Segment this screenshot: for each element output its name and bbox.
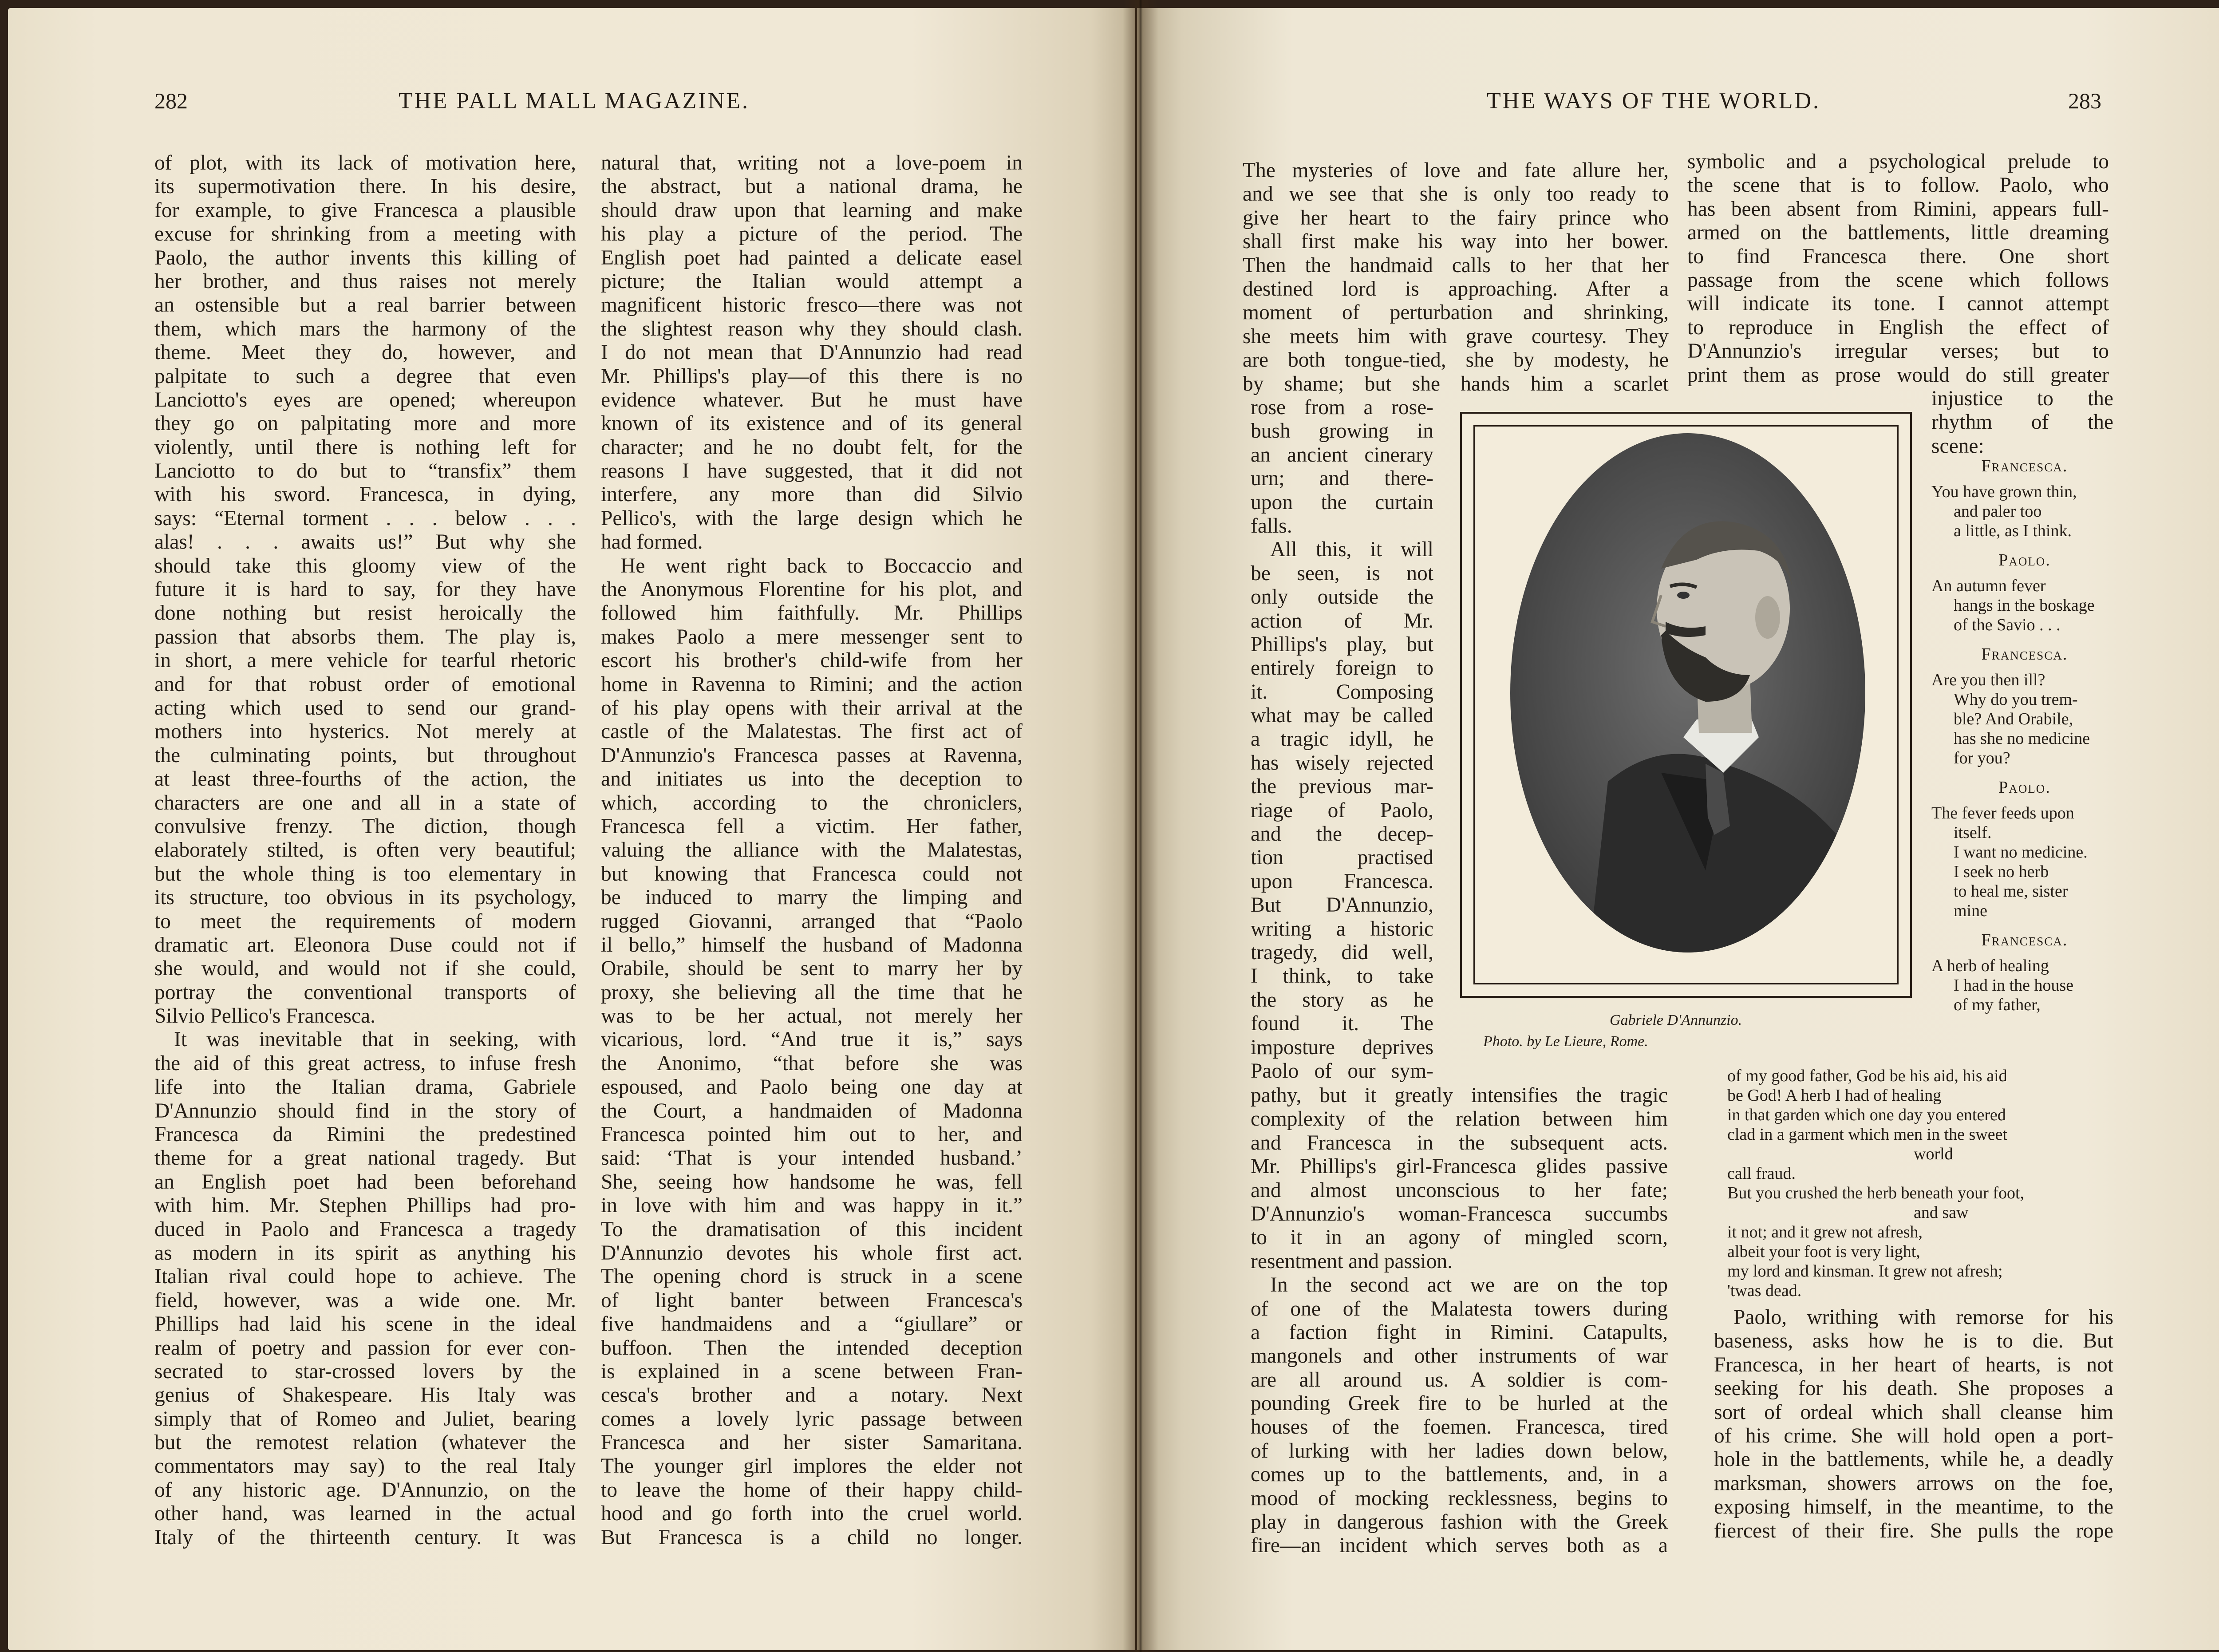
text-line: D'Annunzio's woman-Francesca succumbs — [1251, 1202, 1668, 1225]
text-line: the Court, a handmaiden of Madonna — [601, 1099, 1023, 1122]
text-line: Silvio Pellico's Francesca. — [154, 1004, 375, 1028]
text-line: is explained in a scene between Fran- — [601, 1360, 1023, 1383]
text-line: The opening chord is struck in a scene — [601, 1265, 1023, 1288]
verse-line: The fever feeds upon — [1931, 804, 2074, 822]
text-line: buffoon. Then the intended deception — [601, 1336, 1023, 1360]
text-line: has wisely rejected — [1251, 751, 1433, 775]
text-line: Italian rival could hope to achieve. The — [154, 1265, 576, 1288]
text-line: All this, it will — [1270, 538, 1433, 561]
text-line: espoused, and Paolo being one day at — [601, 1075, 1023, 1099]
text-line: hole in the battlements, while he, a deadly — [1714, 1448, 2113, 1471]
text-line: life into the Italian drama, Gabriele — [154, 1075, 576, 1099]
text-line: natural that, writing not a love-poem in — [601, 151, 1023, 174]
verse-line: Why do you trem- — [1954, 690, 2078, 709]
text-line: other hand, was learned in the actual — [154, 1502, 576, 1526]
text-line: reasons I have suggested, that it did not — [601, 459, 1023, 483]
text-line: proxy, she believing all the time that he — [601, 980, 1023, 1004]
text-line: imposture deprives — [1251, 1035, 1433, 1059]
verse-line: albeit your foot is very light, — [1727, 1242, 1920, 1261]
text-line: simply that of Romeo and Juliet, bearing — [154, 1407, 576, 1431]
text-line: theme for a great national tragedy. But — [154, 1146, 576, 1170]
verse-line: I want no medicine. — [1954, 843, 2088, 862]
text-line: Paolo, writhing with remorse for his — [1733, 1306, 2113, 1329]
text-line: The younger girl implores the elder not — [601, 1454, 1023, 1478]
text-line: complexity of the relation between him — [1251, 1107, 1668, 1131]
text-line: to meet the requirements of modern — [154, 909, 576, 933]
text-line: Orabile, should be sent to marry her by — [601, 957, 1023, 980]
photo-caption: Gabriele D'Annunzio. — [1610, 1012, 1742, 1028]
text-line: of light banter between Francesca's — [601, 1288, 1023, 1312]
text-line: But Francesca is a child no longer. — [601, 1526, 1023, 1549]
text-line: and almost unconscious to her fate; — [1251, 1178, 1668, 1202]
text-line: exposing himself, in the meantime, to the — [1714, 1495, 2113, 1519]
verse-line: itself. — [1954, 823, 1992, 842]
text-line: field, however, was a wide one. Mr. — [154, 1288, 576, 1312]
text-line: Francesca pointed him out to her, and — [601, 1123, 1023, 1146]
text-line: bush growing in — [1251, 419, 1433, 443]
text-line: portray the conventional transports of — [154, 980, 576, 1004]
text-line: future it is hard to say, for they have — [154, 578, 576, 601]
verse-line: Are you then ill? — [1931, 671, 2045, 689]
text-line: of one of the Malatesta towers during — [1251, 1297, 1668, 1320]
text-line: destined lord is approaching. After a — [1243, 277, 1669, 300]
text-line: pathy, but it greatly intensifies the tragic — [1251, 1084, 1668, 1107]
text-line: Mr. Phillips's play—of this there is no — [601, 364, 1023, 388]
text-line: rose from a rose- — [1251, 396, 1433, 419]
text-line: as modern in its spirit as anything his — [154, 1241, 576, 1265]
text-column-1-bottom — [1251, 1084, 1668, 1558]
text-line: Paolo, the author invents this killing of — [154, 246, 576, 269]
page-number: 282 — [154, 88, 188, 113]
verse-line: mine — [1954, 901, 1987, 920]
text-line: Pellico's, with the large design which he — [601, 506, 1023, 530]
text-line: and the decep- — [1251, 822, 1433, 846]
text-line: Lanciotto to do but to “transfix” them — [154, 459, 576, 483]
text-line: in love with him and was happy in it.” — [601, 1194, 1023, 1217]
text-line: of any historic age. D'Annunzio, on the — [154, 1478, 576, 1502]
text-line: genius of Shakespeare. His Italy was — [154, 1383, 576, 1407]
text-line: D'Annunzio devotes his whole first act. — [601, 1241, 1023, 1265]
text-line: be induced to marry the limping and — [601, 886, 1023, 909]
text-line: mood of mocking recklessness, begins to — [1251, 1486, 1668, 1510]
text-line: acting which used to send our grand- — [154, 696, 576, 719]
text-column-2 — [601, 151, 1023, 1549]
text-line: escort his brother's child-wife from her — [601, 649, 1023, 672]
text-line: her brother, and thus raises not merely — [154, 269, 576, 293]
text-line: of plot, with its lack of motivation here, — [154, 151, 576, 174]
text-column-1-narrow — [1251, 396, 1433, 1083]
text-line: fire—an incident which serves both as a — [1251, 1534, 1668, 1557]
text-column-1-top — [1243, 159, 1669, 396]
text-line: In the second act we are on the top — [1270, 1273, 1668, 1297]
text-line: convulsive frenzy. The diction, though — [154, 814, 576, 838]
verse-line: world — [1914, 1145, 1953, 1163]
text-line: She, seeing how handsome he was, fell — [601, 1170, 1023, 1194]
portrait-photo — [1475, 427, 1901, 985]
text-line: to find Francesca there. One short — [1687, 245, 2109, 268]
page-number: 283 — [2068, 88, 2101, 113]
text-line: for example, to give Francesca a plausible — [154, 198, 576, 222]
text-line: an ostensible but a real barrier between — [154, 293, 576, 317]
verse-line: a little, as I think. — [1954, 522, 2072, 540]
text-line: and for that robust order of emotional — [154, 672, 576, 696]
text-line: the aid of this great actress, to infuse fresh — [154, 1051, 576, 1075]
text-line: castle of the Malatestas. The first act of — [601, 720, 1023, 743]
text-line: passage from the scene which follows — [1687, 268, 2109, 292]
portrait-photo-frame — [1460, 412, 1912, 998]
text-line: Lanciotto's eyes are opened; whereupon — [154, 388, 576, 411]
text-line: a faction fight in Rimini. Catapults, — [1251, 1320, 1668, 1344]
text-column-2-top — [1687, 150, 2109, 387]
text-line: should take this gloomy view of the — [154, 554, 576, 577]
text-line: marksman, showers arrows on the foe, — [1714, 1471, 2113, 1495]
text-line: houses of the foemen. Francesca, tired — [1251, 1415, 1668, 1439]
left-page — [8, 8, 1135, 1650]
text-line: D'Annunzio's Francesca passes at Ravenna, — [601, 743, 1023, 767]
text-line: characters are one and all in a state of — [154, 791, 576, 814]
text-line: but the whole thing is too elementary in — [154, 862, 576, 885]
text-line: at least three-fourths of the action, the — [154, 767, 576, 791]
speaker-name: Paolo. — [1998, 551, 2051, 569]
text-line: D'Annunzio's irregular verses; but to — [1687, 340, 2109, 363]
text-line: by shame; but she hands him a scarlet — [1243, 372, 1669, 395]
text-line: was to be her actual, not merely her — [601, 1004, 1023, 1028]
text-line: writing a historic — [1251, 917, 1433, 941]
verse-continuation — [1727, 1066, 2118, 1300]
text-line: I do not mean that D'Annunzio had read — [601, 341, 1023, 364]
text-line: palpitate to such a degree that even — [154, 364, 576, 388]
text-line: she would, and would not if she could, — [154, 957, 576, 980]
text-line: it. Composing — [1251, 680, 1433, 703]
text-line: comes a lovely lyric passage between — [601, 1407, 1023, 1431]
verse-line: hangs in the boskage — [1954, 596, 2095, 615]
text-line: riage of Paolo, — [1251, 798, 1433, 822]
text-line: injustice to the — [1931, 387, 2113, 410]
text-line: home in Ravenna to Rimini; and the action — [601, 672, 1023, 696]
text-column-2-bottom — [1714, 1306, 2113, 1543]
text-line: the previous mar- — [1251, 775, 1433, 798]
speaker-name: Francesca. — [1981, 931, 2068, 949]
text-line: shall first make his way into her bower. — [1243, 230, 1669, 253]
text-line: be seen, is not — [1251, 561, 1433, 585]
text-line: upon the curtain — [1251, 490, 1433, 514]
text-line: alas! . . . awaits us!” But why she — [154, 530, 576, 554]
text-line: character; and he no doubt felt, for the — [601, 435, 1023, 459]
text-line: only outside the — [1251, 585, 1433, 609]
text-line: to leave the home of their happy child- — [601, 1478, 1023, 1502]
text-line: sort of ordeal which shall cleanse him — [1714, 1400, 2113, 1424]
text-line: upon Francesca. — [1251, 869, 1433, 893]
text-line: cesca's brother and a notary. Next — [601, 1383, 1023, 1407]
text-line: Francesca, in her heart of hearts, is not — [1714, 1353, 2113, 1376]
text-line: they go on palpitating more and more — [154, 412, 576, 435]
text-line: and we see that she is only too ready to — [1243, 182, 1669, 206]
text-line: the culminating points, but throughout — [154, 743, 576, 767]
text-line: il bello,” himself the husband of Madonna — [601, 933, 1023, 956]
verse-line: clad in a garment which men in the sweet — [1727, 1125, 2008, 1144]
verse-line: ble? And Orabile, — [1954, 710, 2073, 728]
text-line: them, which mars the harmony of the — [154, 317, 576, 340]
text-line: rugged Giovanni, arranged that “Paolo — [601, 909, 1023, 933]
text-line: in short, a mere vehicle for tearful rhetoric — [154, 649, 576, 672]
verse-line: of the Savio . . . — [1954, 616, 2061, 634]
text-line: an English poet had been beforehand — [154, 1170, 576, 1194]
text-line: of lurking with her ladies down below, — [1251, 1439, 1668, 1462]
text-line: Mr. Phillips's girl-Francesca glides passive — [1251, 1155, 1668, 1178]
text-line: the abstract, but a national drama, he — [601, 175, 1023, 198]
text-line: followed him faithfully. Mr. Phillips — [601, 601, 1023, 625]
text-line: rhythm of the — [1931, 411, 2113, 434]
text-line: says: “Eternal torment . . . below . . . — [154, 506, 576, 530]
text-line: evidence whatever. But he must have — [601, 388, 1023, 411]
text-line: what may be called — [1251, 704, 1433, 727]
text-line: she meets him with grave courtesy. They — [1243, 324, 1669, 348]
text-line: said: ‘That is your intended husband.’ — [601, 1146, 1023, 1170]
text-line: has been absent from Rimini, appears full- — [1687, 197, 2109, 221]
text-line: excuse for shrinking from a meeting with — [154, 222, 576, 246]
text-line: The mysteries of love and fate allure her, — [1243, 159, 1669, 182]
text-line: print them as prose would do still greater — [1687, 363, 2109, 387]
text-line: his play a picture of the period. The — [601, 222, 1023, 246]
text-line: resentment and passion. — [1251, 1249, 1453, 1273]
text-line: urn; and there- — [1251, 467, 1433, 490]
verse-line: An autumn fever — [1931, 577, 2046, 595]
text-line: its structure, too obvious in its psychology, — [154, 886, 576, 909]
text-line: Then the handmaid calls to her that her — [1243, 253, 1669, 277]
text-line: I think, to take — [1251, 964, 1433, 988]
text-line: interfere, any more than did Silvio — [601, 483, 1023, 506]
text-line: Phillips had laid his scene in the ideal — [154, 1312, 576, 1336]
text-line: violently, until there is nothing left for — [154, 435, 576, 459]
text-line: the scene that is to follow. Paolo, who — [1687, 174, 2109, 197]
text-line: passion that absorbs them. The play is, — [154, 625, 576, 648]
text-line: dramatic art. Eleonora Duse could not if — [154, 933, 576, 956]
verse-line: my lord and kinsman. It grew not afresh; — [1727, 1262, 2003, 1280]
text-line: seeking for his death. She proposes a — [1714, 1377, 2113, 1400]
text-line: a tragic idyll, he — [1251, 727, 1433, 751]
text-line: He went right back to Boccaccio and — [620, 554, 1023, 577]
text-column-1 — [154, 151, 576, 1549]
verse-line: has she no medicine — [1954, 729, 2090, 748]
verse-line: A herb of healing — [1931, 956, 2049, 975]
text-line: Francesca da Rimini the predestined — [154, 1123, 576, 1146]
text-line: known of its existence and of its general — [601, 412, 1023, 435]
text-line: the Anonimo, “that before she was — [601, 1051, 1023, 1075]
text-line: To the dramatisation of this incident — [601, 1217, 1023, 1241]
text-line: had formed. — [601, 530, 703, 554]
text-line: give her heart to the fairy prince who — [1243, 206, 1669, 229]
text-line: hood and go forth into the cruel world. — [601, 1502, 1023, 1526]
text-line: Phillips's play, but — [1251, 632, 1433, 656]
text-line: elaborately stilted, is often very beautiful; — [154, 838, 576, 862]
verse-line: and paler too — [1954, 502, 2042, 521]
text-line: symbolic and a psychological prelude to — [1687, 150, 2109, 173]
text-line: Francesca and her sister Samaritana. — [601, 1431, 1023, 1454]
verse-line: call fraud. — [1727, 1164, 1796, 1183]
verse-line: and saw — [1914, 1203, 1969, 1222]
text-line: done nothing but resist heroically the — [154, 601, 576, 625]
text-line: entirely foreign to — [1251, 656, 1433, 680]
text-line: to reproduce in English the effect of — [1687, 316, 2109, 339]
text-line: commentators may say) to the real Italy — [154, 1454, 576, 1478]
text-line: Italy of the thirteenth century. It was — [154, 1526, 576, 1549]
text-line: the story as he — [1251, 988, 1433, 1012]
text-line: and initiates us into the deception to — [601, 767, 1023, 791]
text-column-2-narrow — [1931, 387, 2113, 458]
speaker-name: Paolo. — [1998, 778, 2051, 797]
text-line: valuing the alliance with the Malatestas, — [601, 838, 1023, 862]
text-line: play in dangerous fashion with the Greek — [1251, 1510, 1668, 1534]
text-line: comes up to the battlements, and, in a — [1251, 1463, 1668, 1486]
text-line: Francesca fell a victim. Her father, — [601, 814, 1023, 838]
text-line: are both tongue-tied, she by modesty, he — [1243, 348, 1669, 372]
text-line: fiercest of their fire. She pulls the rope — [1714, 1519, 2113, 1542]
speaker-name: Francesca. — [1981, 645, 2068, 664]
text-line: But D'Annunzio, — [1251, 893, 1433, 917]
verse-line: to heal me, sister — [1954, 882, 2068, 901]
text-line: are all around us. A soldier is com- — [1251, 1368, 1668, 1391]
text-line: an ancient cinerary — [1251, 443, 1433, 466]
verse-line: be God! A herb I had of healing — [1727, 1086, 1942, 1105]
text-line: Paolo of our sym- — [1251, 1059, 1433, 1083]
book-gutter — [1123, 0, 1158, 1652]
text-line: duced in Paolo and Francesca a tragedy — [154, 1217, 576, 1241]
verse-line: You have grown thin, — [1931, 482, 2077, 501]
text-line: which, according to the chroniclers, — [601, 791, 1023, 814]
text-line: realm of poetry and passion for ever con- — [154, 1336, 576, 1360]
verse-line: I seek no herb — [1954, 862, 2049, 881]
verse-line: in that garden which one day you entered — [1727, 1106, 2006, 1124]
running-head: THE WAYS OF THE WORLD. — [1487, 88, 1821, 114]
text-line: five handmaidens and a “giullare” or — [601, 1312, 1023, 1336]
portrait-photo-inner-border — [1473, 425, 1899, 984]
text-line: It was inevitable that in seeking, with — [174, 1028, 576, 1051]
text-line: mothers into hysterics. Not merely at — [154, 720, 576, 743]
text-line: falls. — [1251, 514, 1292, 537]
text-line: theme. Meet they do, however, and — [154, 341, 576, 364]
verse-line: it not; and it grew not afresh, — [1727, 1223, 1923, 1241]
verse-line: of my father, — [1954, 996, 2041, 1014]
text-line: makes Paolo a mere messenger sent to — [601, 625, 1023, 648]
text-line: action of Mr. — [1251, 609, 1433, 632]
text-line: of his play opens with their arrival at the — [601, 696, 1023, 719]
text-line: scene: — [1931, 434, 1984, 458]
verse-line: But you crushed the herb beneath your foot, — [1727, 1184, 2025, 1202]
text-line: will indicate its tone. I cannot attempt — [1687, 292, 2109, 316]
verse-line: 'twas dead. — [1727, 1281, 1802, 1300]
text-line: but knowing that Francesca could not — [601, 862, 1023, 885]
text-line: and Francesca in the subsequent acts. — [1251, 1131, 1668, 1154]
photo-credit: Photo. by Le Lieure, Rome. — [1483, 1033, 1648, 1050]
text-line: mangonels and other instruments of war — [1251, 1344, 1668, 1368]
text-line: English poet had painted a delicate easel — [601, 246, 1023, 269]
text-line: magnificent historic fresco—there was not — [601, 293, 1023, 317]
text-line: tragedy, did well, — [1251, 941, 1433, 964]
text-line: but the remotest relation (whatever the — [154, 1431, 576, 1454]
text-line: of his crime. She will hold open a port- — [1714, 1424, 2113, 1447]
text-line: tion practised — [1251, 846, 1433, 869]
verse-dialogue — [1931, 456, 2118, 1015]
text-line: armed on the battlements, little dreaming — [1687, 221, 2109, 245]
text-line: D'Annunzio should find in the story of — [154, 1099, 576, 1122]
text-line: vicarious, lord. “And true it is,” says — [601, 1028, 1023, 1051]
text-line: its supermotivation there. In his desire, — [154, 175, 576, 198]
verse-line: for you? — [1954, 749, 2010, 767]
text-line: secrated to star-crossed lovers by the — [154, 1360, 576, 1383]
verse-line: of my good father, God be his aid, his aid — [1727, 1067, 2007, 1085]
text-line: baseness, asks how he is to die. But — [1714, 1329, 2113, 1353]
text-line: the slightest reason why they should clash. — [601, 317, 1023, 340]
text-line: found it. The — [1251, 1012, 1433, 1035]
text-line: the Anonymous Florentine for his plot, and — [601, 578, 1023, 601]
text-line: moment of perturbation and shrinking, — [1243, 301, 1669, 324]
speaker-name: Francesca. — [1981, 457, 2068, 475]
text-line: to it in an agony of mingled scorn, — [1251, 1226, 1668, 1249]
running-head: THE PALL MALL MAGAZINE. — [399, 88, 750, 114]
verse-line: I had in the house — [1954, 976, 2074, 995]
text-line: with his sword. Francesca, in dying, — [154, 483, 576, 506]
text-line: with him. Mr. Stephen Phillips had pro- — [154, 1194, 576, 1217]
text-line: picture; the Italian would attempt a — [601, 269, 1023, 293]
text-line: should draw upon that learning and make — [601, 198, 1023, 222]
text-line: pounding Greek fire to be hurled at the — [1251, 1392, 1668, 1415]
